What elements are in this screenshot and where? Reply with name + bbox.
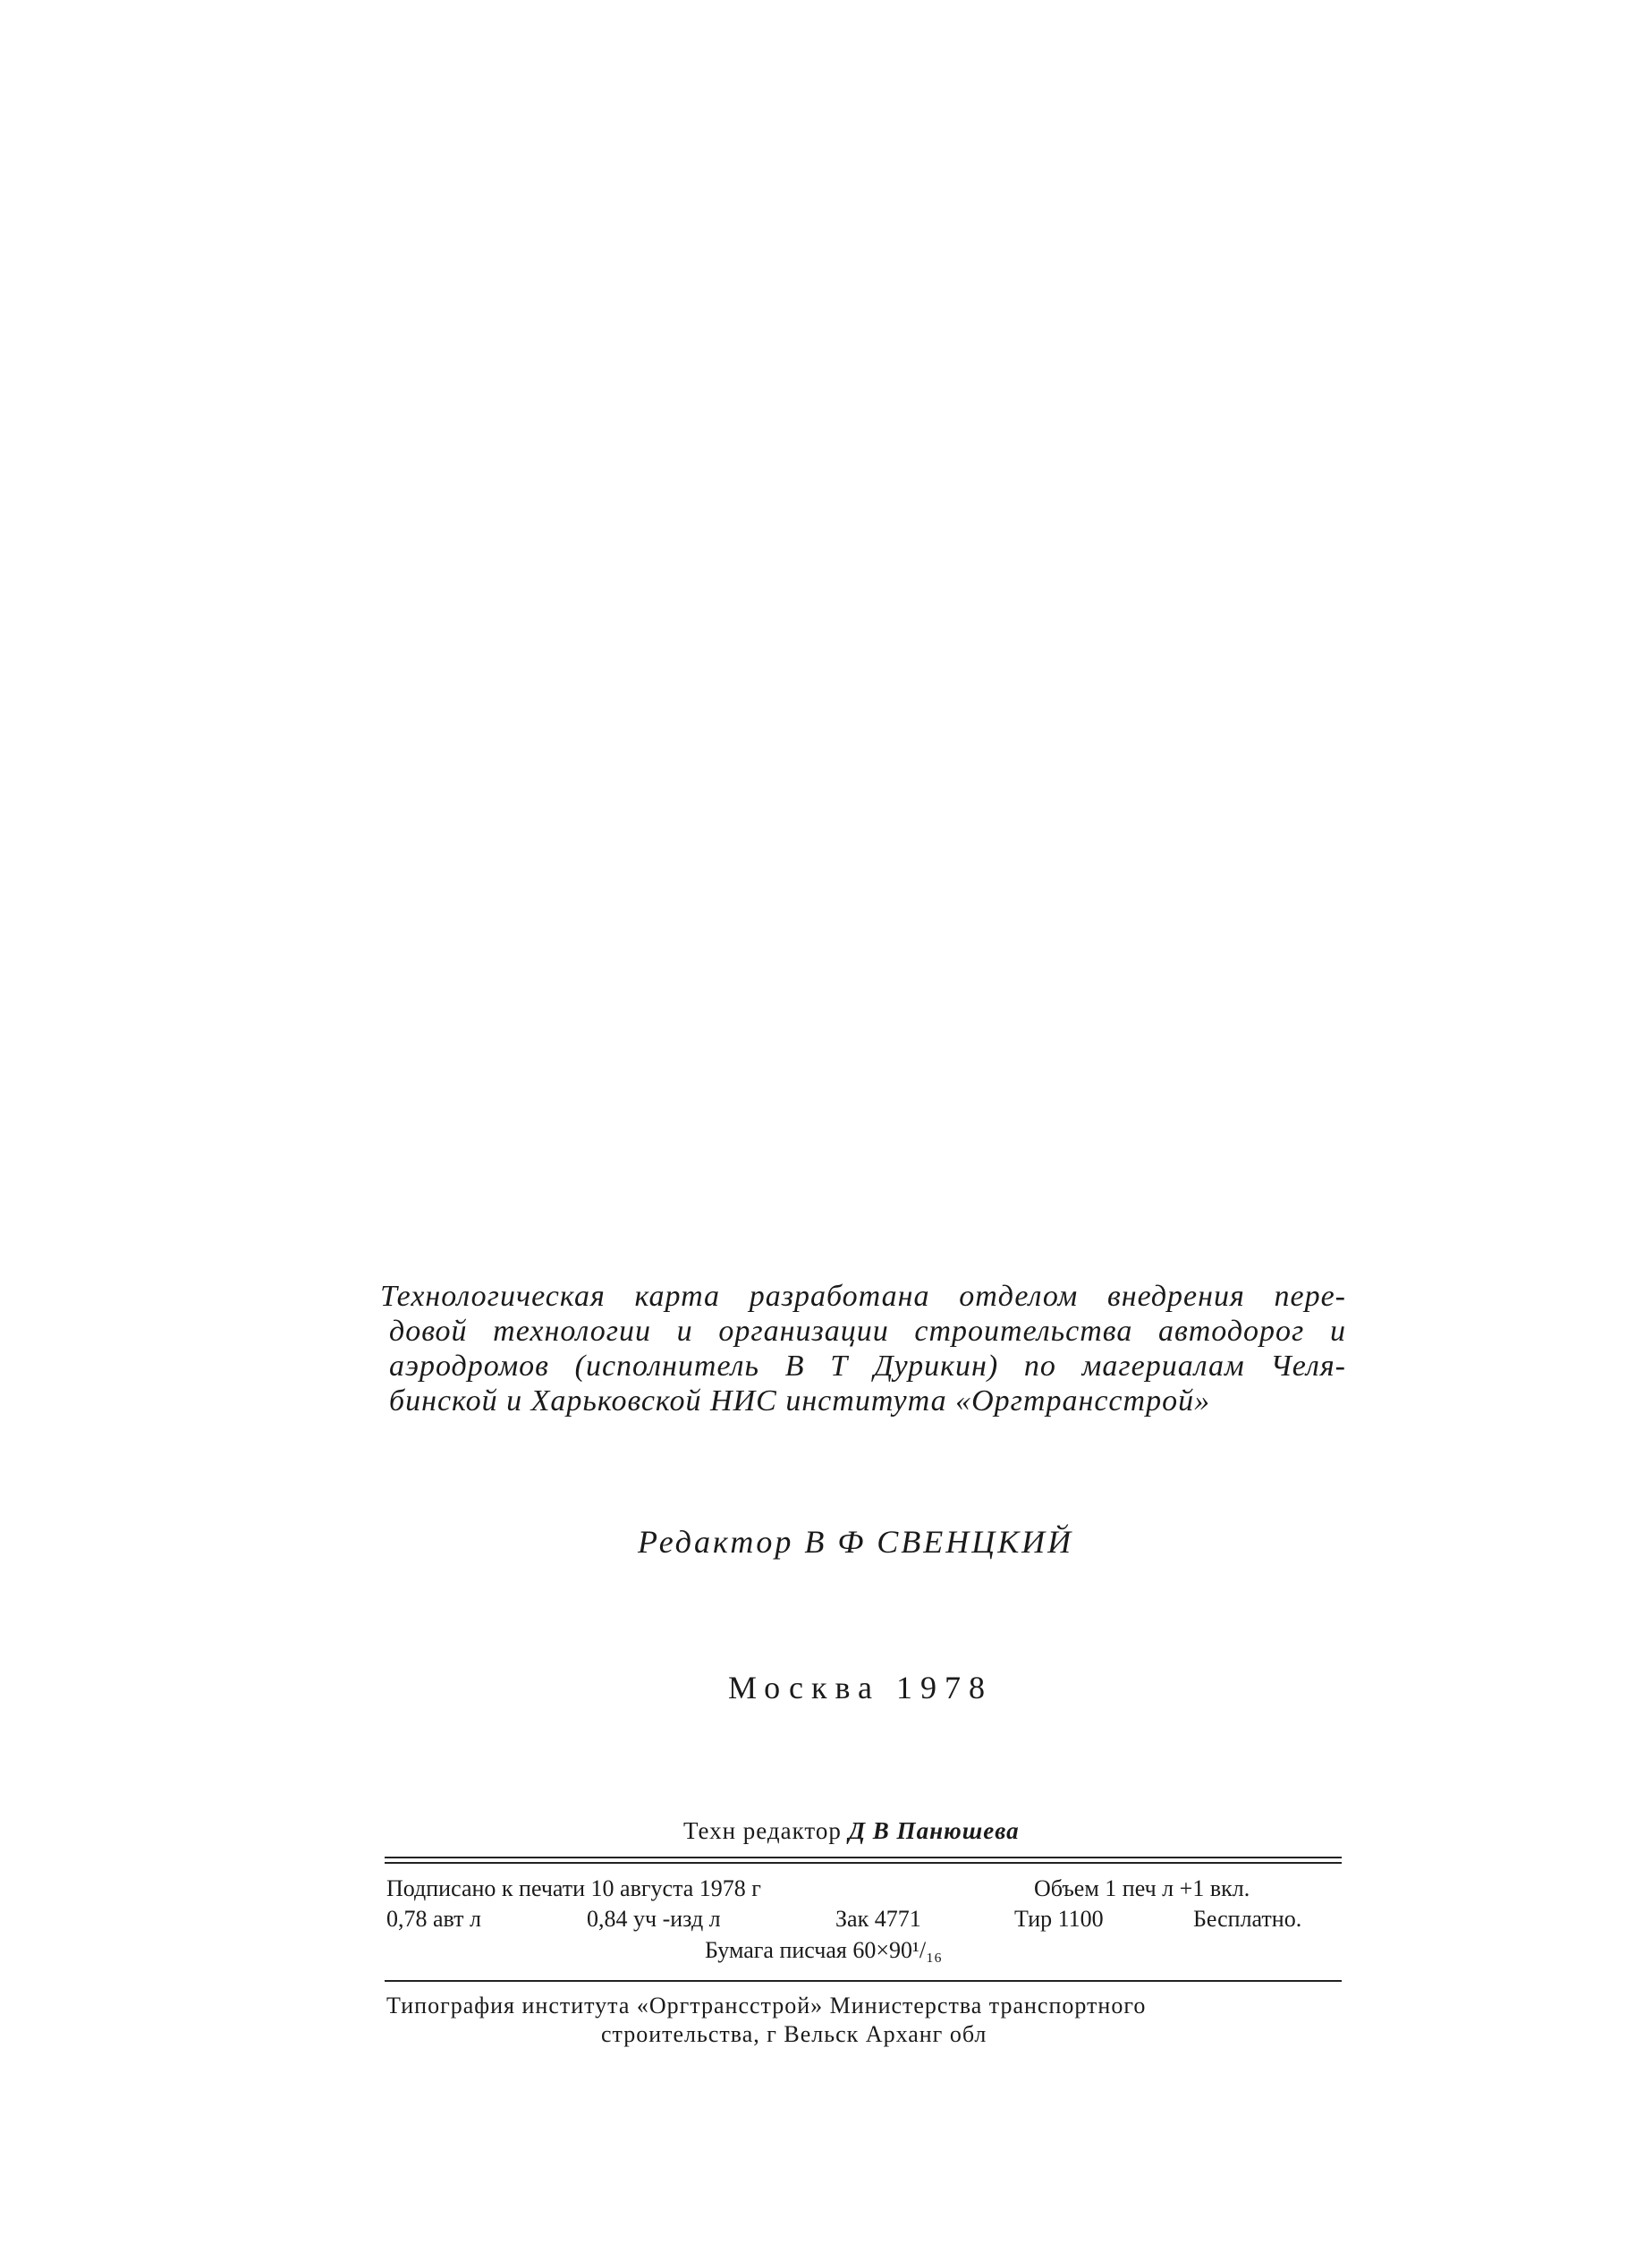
divider-rule [385,1857,1342,1858]
imprint-price: Бесплатно. [1193,1906,1302,1932]
imprint-row-1 [386,1875,1345,1906]
abstract-paragraph [380,1279,1346,1418]
abstract-line: бинской и Харьковской НИС института «Оргтрансстрой» [389,1384,1211,1418]
tech-editor-credit [683,1817,1020,1845]
tech-editor-label: Техн редактор [683,1817,842,1844]
imprint-row-3 [386,1937,1345,1968]
imprint-volume: Объем 1 печ л +1 вкл. [1034,1875,1250,1901]
abstract-line: довой технологии и организации строительства автодорог и [389,1315,1346,1348]
printer-line-2: строительства, г Вельск Арханг обл [601,2021,987,2047]
abstract-line: аэродромов (исполнитель В Т Дурикин) по магериалам Челя- [389,1350,1346,1383]
imprint-print-run: Тир 1100 [1014,1906,1104,1932]
imprint-row-2 [386,1906,1345,1936]
editor-credit: Редактор В Ф СВЕНЦКИЙ [638,1524,1074,1560]
abstract-line: Технологическая карта разработана отделом внедрения пере- [380,1280,1346,1313]
printer-line-1: Типография института «Оргтрансстрой» Министерства транспортного [386,1993,1147,2018]
imprint-publisher-sheets: 0,84 уч -изд л [587,1906,721,1932]
imprint-paper: Бумага писчая 60×90¹/₁₆ [705,1937,943,1963]
divider-rule [385,1862,1342,1864]
city-year: Москва 1978 [728,1670,993,1705]
imprint-signed: Подписано к печати 10 августа 1978 г [386,1875,761,1901]
tech-editor-name: Д В Панюшева [848,1817,1020,1844]
imprint-order: Зак 4771 [835,1906,921,1932]
imprint-author-sheets: 0,78 авт л [386,1906,482,1932]
divider-rule [385,1980,1342,1982]
